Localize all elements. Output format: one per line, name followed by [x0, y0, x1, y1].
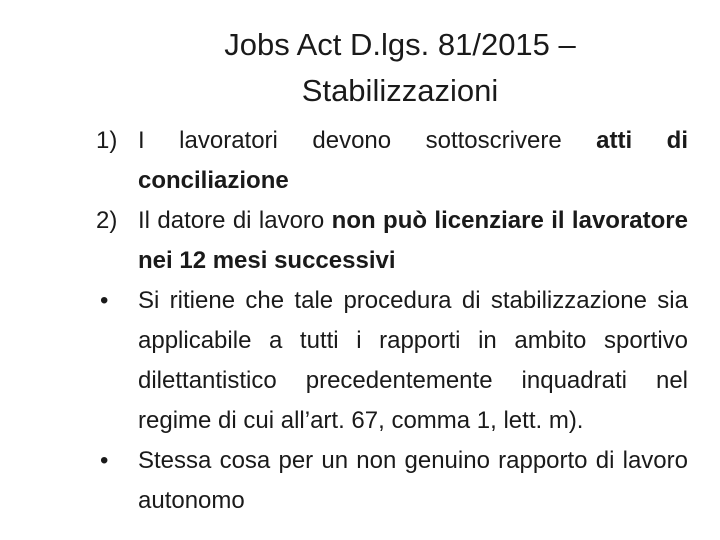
bullet-icon: • [100, 447, 109, 474]
title-line-2: Stabilizzazioni [301, 73, 499, 108]
slide-title [120, 22, 680, 114]
item-text: Si ritiene che tale procedura di stabilizzazione sia applicabile a tutti i rapporti in ambito sportivo dilettantistico precedentemente inquadrati nel regime di cui all’art. 67, comma 1, lett. m). [138, 287, 688, 434]
item-text: I lavoratori devono sottoscrivere [138, 127, 597, 154]
item-text-bold: non può licenziare il lavoratore nei 12 mesi successivi [138, 207, 688, 274]
list-item [96, 201, 688, 281]
list-item [96, 441, 688, 521]
list-item [96, 281, 688, 441]
bullet-icon: • [100, 287, 109, 314]
slide-body [96, 121, 688, 521]
item-text: Stessa cosa per un non genuino rapporto di lavoro autonomo [138, 447, 688, 514]
list-item [96, 121, 688, 201]
item-text-bold: atti di conciliazione [138, 127, 689, 194]
title-line-1: Jobs Act D.lgs. 81/2015 – [224, 27, 576, 62]
list-marker: 1) [96, 127, 118, 154]
list-marker: 2) [96, 207, 118, 234]
item-text: Il datore di lavoro [138, 207, 332, 234]
